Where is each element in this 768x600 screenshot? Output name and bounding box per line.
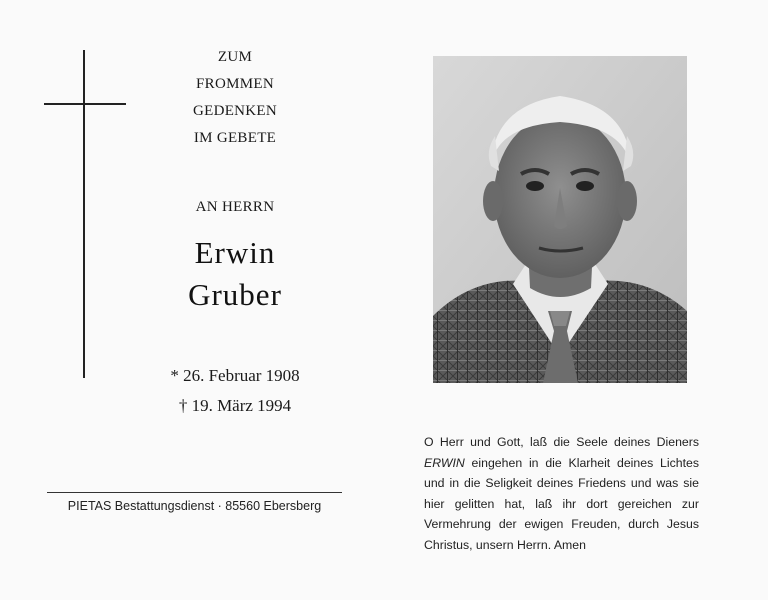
footer-divider bbox=[47, 492, 342, 493]
heading-line: ZUM bbox=[217, 49, 253, 65]
memorial-heading bbox=[160, 44, 310, 152]
portrait-photo bbox=[433, 56, 687, 383]
death-date: † 19. März 1994 bbox=[178, 396, 292, 415]
funeral-home-footer: PIETAS Bestattungsdienst · 85560 Ebersberg bbox=[67, 499, 322, 513]
first-name: Erwin bbox=[194, 235, 276, 270]
prayer-text bbox=[424, 432, 699, 555]
heading-line: FROMMEN bbox=[196, 76, 274, 92]
prayer-deceased-name: ERWIN bbox=[424, 455, 465, 470]
birth-date: * 26. Februar 1908 bbox=[170, 366, 300, 385]
heading-line: IM GEBETE bbox=[193, 130, 277, 146]
heading-line: GEDENKEN bbox=[192, 103, 278, 119]
cross-icon-vertical bbox=[83, 50, 85, 378]
prayer-text-end: eingehen in die Klarheit deines Lichtes und in die Seligkeit deines Friedens und was sie hier gelitten hat, laß ihr dort gereichen zur Vermehrung der ewigen Freuden, durch Jesus Christus, unsern Herrn. Amen bbox=[424, 455, 699, 552]
cross-icon-horizontal bbox=[44, 103, 126, 105]
prayer-text-start: O Herr und Gott, laß die Seele deines Dieners bbox=[424, 435, 699, 449]
addressee: AN HERRN bbox=[195, 199, 275, 215]
last-name: Gruber bbox=[188, 277, 282, 312]
